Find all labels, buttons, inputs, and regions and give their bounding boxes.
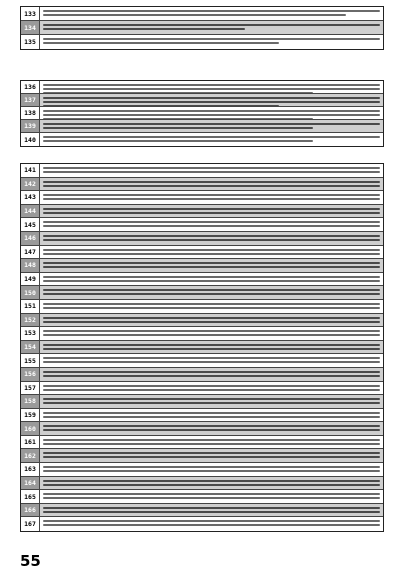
text-line [43, 239, 380, 241]
list-item [21, 259, 383, 273]
entry-number: 152 [21, 314, 40, 327]
list-item [21, 354, 383, 368]
entry-text [40, 259, 383, 272]
text-line [43, 348, 380, 350]
entry-text [40, 341, 383, 354]
entry-number: 144 [21, 205, 40, 218]
entry-text [40, 178, 383, 191]
text-line [43, 330, 380, 332]
text-line [43, 497, 380, 499]
entry-text [40, 205, 383, 218]
text-line [43, 127, 313, 129]
list-item [21, 327, 383, 341]
entry-number: 158 [21, 395, 40, 408]
entry-text [40, 422, 383, 435]
entry-text [40, 232, 383, 245]
list-item [21, 490, 383, 504]
text-line [43, 402, 380, 404]
list-item [21, 422, 383, 436]
entry-number: 159 [21, 409, 40, 422]
entry-text [40, 81, 383, 93]
entry-text [40, 218, 383, 231]
entry-text [40, 21, 383, 34]
entry-number: 154 [21, 341, 40, 354]
entry-number: 143 [21, 191, 40, 204]
text-line [43, 425, 380, 427]
text-line [43, 10, 380, 12]
entry-number: 139 [21, 120, 40, 132]
text-line [43, 225, 380, 227]
list-item [21, 107, 383, 120]
text-line [43, 181, 380, 183]
list-item [21, 314, 383, 328]
list-item [21, 232, 383, 246]
entry-text [40, 368, 383, 381]
entry-number: 164 [21, 477, 40, 490]
text-line [43, 344, 380, 346]
text-line [43, 114, 380, 116]
text-line [43, 118, 313, 119]
list-item [21, 246, 383, 260]
text-line [43, 493, 380, 495]
list-item [21, 273, 383, 287]
entry-number: 166 [21, 504, 40, 517]
entry-text [40, 409, 383, 422]
text-line [43, 136, 380, 138]
text-line [43, 194, 380, 196]
text-line [43, 249, 380, 251]
entry-text [40, 436, 383, 449]
list-item [21, 477, 383, 491]
entry-text [40, 300, 383, 313]
list-item [21, 35, 383, 49]
text-line [43, 507, 380, 509]
entry-text [40, 94, 383, 106]
text-line [43, 24, 380, 26]
text-line [43, 88, 380, 90]
entry-list-section-2 [20, 163, 384, 532]
entry-number: 135 [21, 35, 40, 49]
text-line [43, 185, 380, 187]
entry-text [40, 490, 383, 503]
list-item [21, 286, 383, 300]
entry-number: 141 [21, 164, 40, 177]
entry-number: 151 [21, 300, 40, 313]
entry-text [40, 449, 383, 462]
entry-number: 134 [21, 21, 40, 34]
text-line [43, 398, 380, 400]
text-line [43, 443, 380, 445]
text-line [43, 439, 380, 441]
list-item [21, 341, 383, 355]
text-line [43, 429, 380, 431]
text-line [43, 466, 380, 468]
list-item [21, 205, 383, 219]
entry-number: 148 [21, 259, 40, 272]
text-line [43, 198, 380, 200]
text-line [43, 280, 380, 282]
text-line [43, 480, 380, 482]
entry-number: 142 [21, 178, 40, 191]
text-line [43, 452, 380, 454]
entry-text [40, 7, 383, 20]
entry-text [40, 327, 383, 340]
entry-text [40, 107, 383, 119]
text-line [43, 293, 380, 295]
entry-number: 145 [21, 218, 40, 231]
entry-text [40, 477, 383, 490]
list-item [21, 463, 383, 477]
entry-number: 167 [21, 517, 40, 531]
text-line [43, 253, 380, 255]
text-line [43, 375, 380, 377]
list-item [21, 218, 383, 232]
entry-list-top [20, 6, 384, 50]
text-line [43, 470, 380, 472]
text-line [43, 97, 380, 99]
entry-number: 138 [21, 107, 40, 119]
text-line [43, 208, 380, 210]
entry-number: 162 [21, 449, 40, 462]
list-item [21, 164, 383, 178]
entry-text [40, 164, 383, 177]
text-line [43, 84, 380, 86]
text-line [43, 321, 380, 323]
entry-number: 140 [21, 133, 40, 146]
list-item [21, 409, 383, 423]
list-item [21, 120, 383, 133]
entry-number: 161 [21, 436, 40, 449]
entry-text [40, 517, 383, 531]
text-line [43, 171, 380, 173]
entry-number: 157 [21, 382, 40, 395]
text-line [43, 511, 380, 513]
list-item [21, 178, 383, 192]
list-item [21, 191, 383, 205]
entry-text [40, 463, 383, 476]
text-line [43, 167, 380, 169]
text-line [43, 385, 380, 387]
page-number: 55 [20, 552, 41, 570]
entry-text [40, 314, 383, 327]
text-line [43, 416, 380, 418]
entry-number: 165 [21, 490, 40, 503]
text-line [43, 38, 380, 40]
text-line [43, 334, 380, 336]
text-line [43, 42, 279, 44]
entry-number: 136 [21, 81, 40, 93]
text-line [43, 357, 380, 359]
list-item [21, 133, 383, 146]
list-item [21, 21, 383, 35]
list-item [21, 449, 383, 463]
entry-number: 156 [21, 368, 40, 381]
text-line [43, 289, 380, 291]
text-line [43, 14, 346, 16]
text-line [43, 92, 313, 93]
text-line [43, 262, 380, 264]
text-line [43, 317, 380, 319]
list-item [21, 7, 383, 21]
entry-number: 153 [21, 327, 40, 340]
entry-text [40, 382, 383, 395]
list-item [21, 300, 383, 314]
list-item [21, 382, 383, 396]
entry-text [40, 133, 383, 146]
text-line [43, 371, 380, 373]
entry-number: 160 [21, 422, 40, 435]
list-item [21, 94, 383, 107]
text-line [43, 28, 245, 30]
entry-number: 147 [21, 246, 40, 259]
text-line [43, 303, 380, 305]
text-line [43, 361, 380, 363]
text-line [43, 520, 380, 522]
list-item [21, 395, 383, 409]
entry-text [40, 395, 383, 408]
list-item [21, 436, 383, 450]
entry-number: 163 [21, 463, 40, 476]
list-item [21, 504, 383, 518]
entry-number: 155 [21, 354, 40, 367]
entry-text [40, 246, 383, 259]
entry-number: 150 [21, 286, 40, 299]
list-item [21, 81, 383, 94]
text-line [43, 456, 380, 458]
entry-number: 133 [21, 7, 40, 20]
text-line [43, 524, 380, 526]
list-item [21, 368, 383, 382]
text-line [43, 212, 380, 214]
entry-number: 149 [21, 273, 40, 286]
text-line [43, 307, 380, 309]
text-line [43, 140, 313, 142]
text-line [43, 266, 380, 268]
entry-number: 137 [21, 94, 40, 106]
entry-text [40, 35, 383, 49]
text-line [43, 235, 380, 237]
entry-list-section-1 [20, 80, 384, 147]
entry-text [40, 286, 383, 299]
entry-text [40, 273, 383, 286]
text-line [43, 276, 380, 278]
entry-text [40, 504, 383, 517]
entry-text [40, 120, 383, 132]
text-line [43, 123, 380, 125]
entry-text [40, 354, 383, 367]
list-item [21, 517, 383, 531]
text-line [43, 389, 380, 391]
text-line [43, 105, 279, 106]
text-line [43, 101, 380, 103]
text-line [43, 484, 380, 486]
entry-number: 146 [21, 232, 40, 245]
text-line [43, 110, 380, 112]
entry-text [40, 191, 383, 204]
text-line [43, 412, 380, 414]
text-line [43, 221, 380, 223]
